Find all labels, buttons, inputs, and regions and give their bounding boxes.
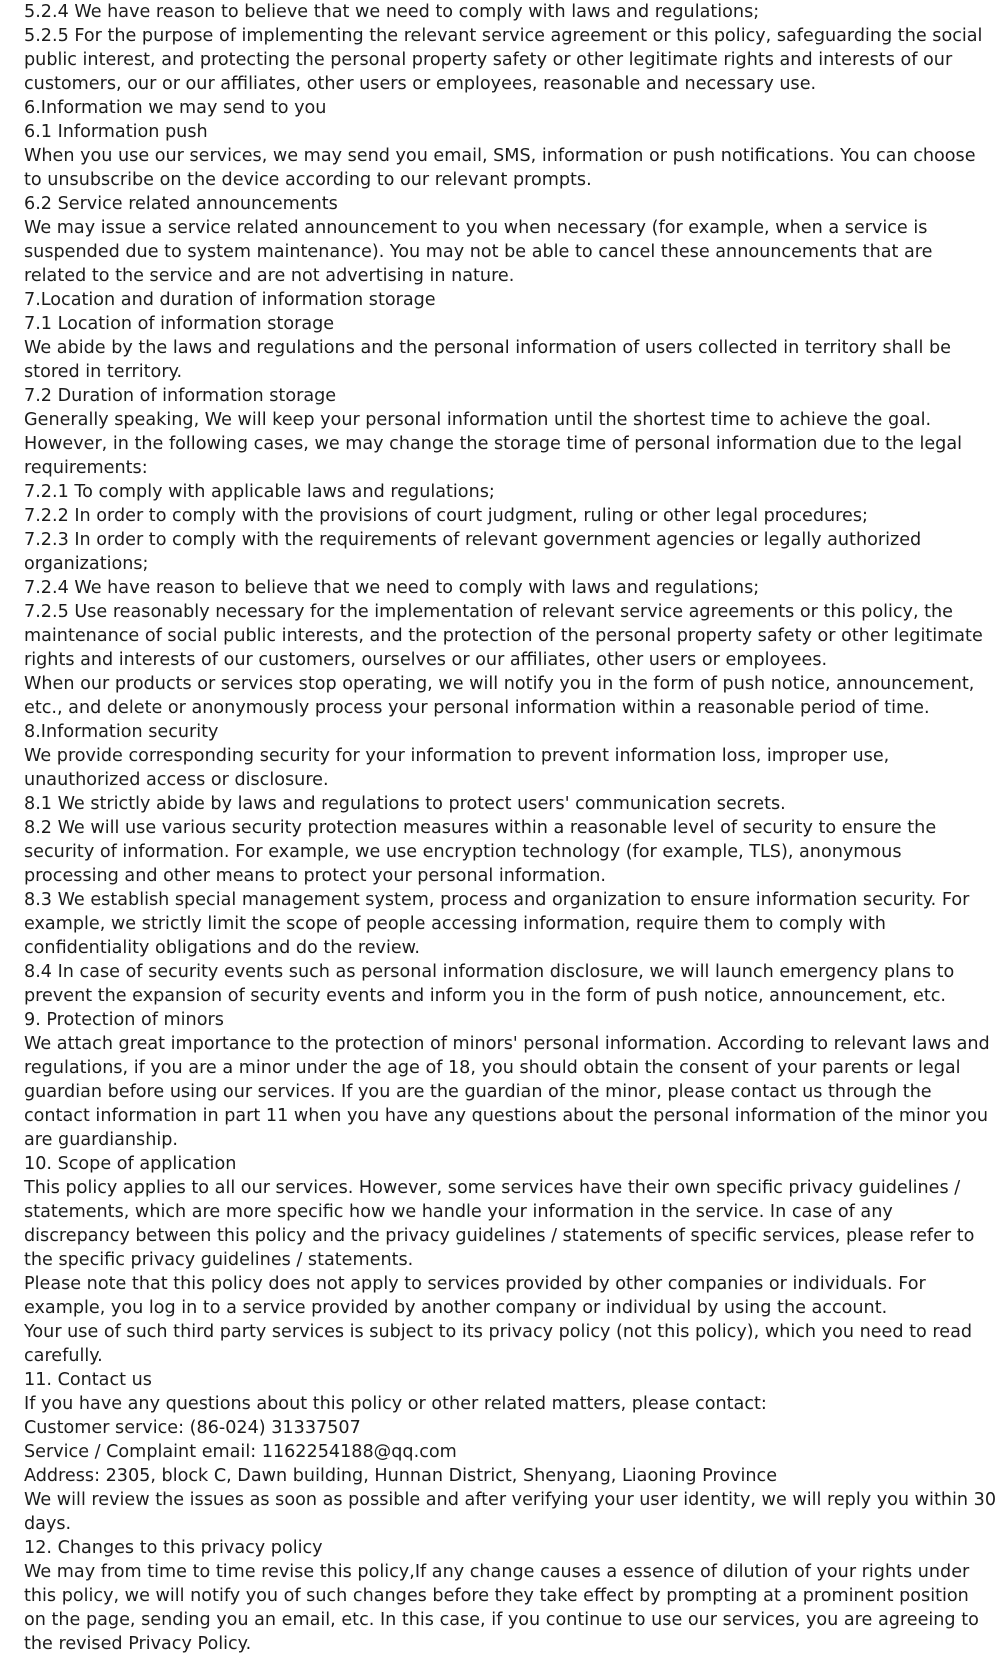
contact-customer-service: Customer service: (86-024) 31337507 xyxy=(24,1418,361,1438)
section-heading-7: 7.Location and duration of information storage xyxy=(24,290,436,310)
paragraph-8-body: We provide corresponding security for your information to prevent information loss, improper use, unauthorized access or disclosure. xyxy=(24,746,890,790)
section-heading-11: 11. Contact us xyxy=(24,1370,152,1390)
contact-address: Address: 2305, block C, Dawn building, Hunnan District, Shenyang, Liaoning Province xyxy=(24,1466,778,1486)
subheading-7-1: 7.1 Location of information storage xyxy=(24,314,335,334)
subheading-6-1: 6.1 Information push xyxy=(24,122,208,142)
clause-7-2-3: 7.2.3 In order to comply with the requirements of relevant government agencies or legally authorized organizations; xyxy=(24,530,922,574)
section-heading-9: 9. Protection of minors xyxy=(24,1010,224,1030)
clause-5-2-4: 5.2.4 We have reason to believe that we need to comply with laws and regulations; xyxy=(24,2,760,22)
clause-8-4: 8.4 In case of security events such as personal information disclosure, we will launch emergency plans to prevent the expansion of security events and inform you in the form of push notice, announcement, etc. xyxy=(24,962,955,1006)
paragraph-11-intro: If you have any questions about this policy or other related matters, please contact: xyxy=(24,1394,767,1414)
section-heading-12: 12. Changes to this privacy policy xyxy=(24,1538,323,1558)
paragraph-7-1-body: We abide by the laws and regulations and the personal information of users collected in territory shall be stored in territory. xyxy=(24,338,951,382)
section-heading-10: 10. Scope of application xyxy=(24,1154,237,1174)
subheading-7-2: 7.2 Duration of information storage xyxy=(24,386,337,406)
clause-7-2-1: 7.2.1 To comply with applicable laws and regulations; xyxy=(24,482,495,502)
contact-email: Service / Complaint email: 1162254188@qq.com xyxy=(24,1442,457,1462)
clause-8-3: 8.3 We establish special management system, process and organization to ensure information security. For example, we strictly limit the scope of people accessing information, require them to comply with confidentiality obligations and do the review. xyxy=(24,890,970,958)
clause-7-2-5: 7.2.5 Use reasonably necessary for the implementation of relevant service agreements or this policy, the maintenance of social public interests, and the protection of the personal property safety or other legitimate rights and interests of our customers, ourselves or our affiliates, other users or employees. xyxy=(24,602,983,670)
paragraph-7-2-body: Generally speaking, We will keep your personal information until the shortest time to achieve the goal. However, in the following cases, we may change the storage time of personal information due to the legal requirements: xyxy=(24,410,963,478)
subheading-6-2: 6.2 Service related announcements xyxy=(24,194,338,214)
clause-7-2-4: 7.2.4 We have reason to believe that we need to comply with laws and regulations; xyxy=(24,578,760,598)
section-heading-6: 6.Information we may send to you xyxy=(24,98,327,118)
paragraph-10-body: This policy applies to all our services. However, some services have their own specific privacy guidelines / statements, which are more specific how we handle your information in the service. In case of any discrepancy between this policy and the privacy guidelines / statements of specific services, please refer to the specific privacy guidelines / statements. xyxy=(24,1178,975,1270)
clause-5-2-5: 5.2.5 For the purpose of implementing the relevant service agreement or this policy, safeguarding the social public interest, and protecting the personal property safety or other legitimate rights and interests of our customers, our or our affiliates, other users or employees, reasonable and necessary use. xyxy=(24,26,983,94)
paragraph-6-2-body: We may issue a service related announcement to you when necessary (for example, when a service is suspended due to system maintenance). You may not be able to cancel these announcements that are related to the service and are not advertising in nature. xyxy=(24,218,933,286)
clause-8-2: 8.2 We will use various security protection measures within a reasonable level of security to ensure the security of information. For example, we use encryption technology (for example, TLS), anonymous processing and other means to protect your personal information. xyxy=(24,818,937,886)
section-heading-8: 8.Information security xyxy=(24,722,219,742)
paragraph-12-body: We may from time to time revise this policy,If any change causes a essence of dilution of your rights under this policy, we will notify you of such changes before they take effect by prompting at a prominent position on the page, sending you an email, etc. In this case, if you continue to use our services, you are agreeing to the revised Privacy Policy. xyxy=(24,1562,979,1654)
paragraph-9-body: We attach great importance to the protection of minors' personal information. According to relevant laws and regulations, if you are a minor under the age of 18, you should obtain the consent of your parents or legal guardian before using our services. If you are the guardian of the minor, please contact us through the contact information in part 11 when you have any questions about the personal information of the minor you are guardianship. xyxy=(24,1034,990,1150)
paragraph-10-third-party: Your use of such third party services is subject to its privacy policy (not this policy), which you need to read carefully. xyxy=(24,1322,973,1366)
clause-7-2-2: 7.2.2 In order to comply with the provisions of court judgment, ruling or other legal procedures; xyxy=(24,506,868,526)
paragraph-7-2-closing: When our products or services stop operating, we will notify you in the form of push notice, announcement, etc., and delete or anonymously process your personal information within a reasonable period of time. xyxy=(24,674,975,718)
paragraph-11-reply: We will review the issues as soon as possible and after verifying your user identity, we will reply you within 30 days. xyxy=(24,1490,997,1534)
paragraph-10-note: Please note that this policy does not apply to services provided by other companies or individuals. For example, you log in to a service provided by another company or individual by using the account. xyxy=(24,1274,926,1318)
clause-8-1: 8.1 We strictly abide by laws and regulations to protect users' communication secrets. xyxy=(24,794,786,814)
paragraph-6-1-body: When you use our services, we may send you email, SMS, information or push notifications. You can choose to unsubscribe on the device according to our relevant prompts. xyxy=(24,146,976,190)
privacy-policy-text xyxy=(24,0,996,1656)
